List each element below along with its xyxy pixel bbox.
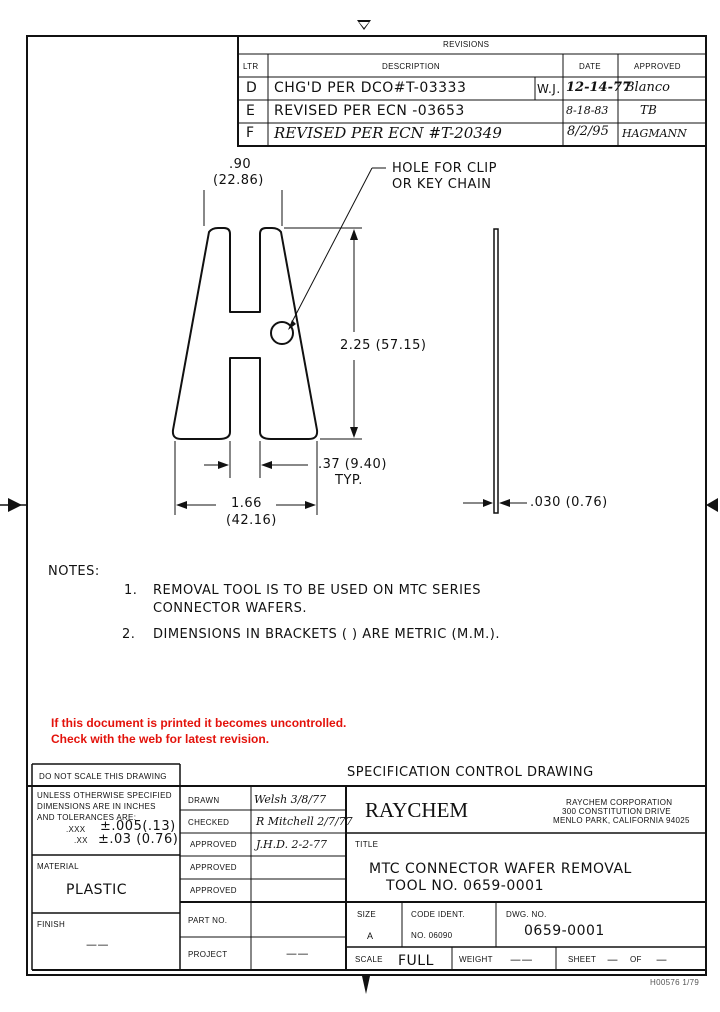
drawn-label: DRAWN [188, 796, 220, 805]
dim-slot-typ: TYP. [335, 473, 363, 488]
sheet-value: — [607, 953, 619, 966]
notes-title: NOTES: [48, 564, 100, 579]
rev-row-f-date: 8/2/95 [567, 124, 609, 139]
keychain-hole [271, 322, 293, 344]
uncontrolled-warning-line2: Check with the web for latest revision. [51, 732, 270, 746]
material-value: PLASTIC [66, 882, 127, 898]
note-1-line2: CONNECTOR WAFERS. [153, 601, 308, 616]
tolerance-line-1: UNLESS OTHERWISE SPECIFIED [37, 791, 172, 800]
rev-row-e-approved: TB [640, 103, 657, 117]
rev-row-d-date: 12-14-77 [566, 80, 632, 95]
note-1-line1: REMOVAL TOOL IS TO BE USED ON MTC SERIES [153, 583, 481, 598]
drawn-by: Welsh 3/8/77 [254, 793, 327, 806]
note-2-line1: DIMENSIONS IN BRACKETS ( ) ARE METRIC (M.M.). [153, 627, 500, 642]
approved3-label: APPROVED [190, 886, 237, 895]
finish-label: FINISH [37, 920, 66, 929]
dim-width-top: .90 [229, 157, 252, 172]
code-ident-value: NO. 06090 [411, 931, 453, 940]
rev-row-e-date: 8-18-83 [566, 104, 609, 117]
tool-side-view [494, 229, 498, 513]
dim-width-top-lines [204, 190, 282, 226]
part-no-label: PART NO. [188, 916, 228, 925]
callout-line1: HOLE FOR CLIP [392, 161, 497, 176]
rev-row-d-ltr: D [246, 80, 258, 96]
approved-by: J.H.D. 2-2-77 [256, 838, 327, 851]
tol-xxx-value: ±.005(.13) [100, 819, 176, 834]
removal-tool-outline [173, 228, 317, 439]
weight-label: WEIGHT [459, 955, 493, 964]
note-1-num: 1. [124, 583, 138, 598]
material-label: MATERIAL [37, 862, 79, 871]
sheet-label: SHEET [568, 955, 597, 964]
dim-width-top-mm: (22.86) [213, 173, 264, 188]
rev-col-description: DESCRIPTION [382, 62, 440, 71]
rev-row-d-approved: Blanco [625, 80, 670, 95]
approved2-label: APPROVED [190, 863, 237, 872]
tol-xxx-label: .XXX [66, 825, 86, 834]
project-label: PROJECT [188, 950, 228, 959]
dim-width-bottom: 1.66 [231, 496, 262, 511]
dwg-no-label: DWG. NO. [506, 910, 547, 919]
finish-value: —— [86, 938, 109, 951]
code-ident-label: CODE IDENT. [411, 910, 465, 919]
dim-height: 2.25 (57.15) [340, 338, 427, 353]
callout-leader [292, 168, 386, 322]
scale-label: SCALE [355, 955, 383, 964]
checked-label: CHECKED [188, 818, 230, 827]
tolerance-line-3: AND TOLERANCES ARE: [37, 813, 137, 822]
rev-row-f-approved: HAGMANN [622, 127, 687, 140]
tol-xx-label: .XX [74, 836, 88, 845]
rev-row-e-ltr: E [246, 103, 256, 119]
drawing-title-line2: TOOL NO. 0659-0001 [386, 878, 544, 894]
right-center-mark [706, 498, 718, 512]
drawing-title-line1: MTC CONNECTOR WAFER REMOVAL [369, 861, 632, 877]
rev-col-approved: APPROVED [634, 62, 681, 71]
tolerance-line-2: DIMENSIONS ARE IN INCHES [37, 802, 156, 811]
bottom-center-mark [362, 976, 370, 994]
spec-control-header: SPECIFICATION CONTROL DRAWING [347, 765, 594, 780]
size-value: A [367, 931, 374, 941]
uncontrolled-warning-line1: If this document is printed it becomes uncontrolled. [51, 716, 347, 730]
callout-line2: OR KEY CHAIN [392, 177, 492, 192]
checked-by: R Mitchell 2/7/77 [256, 815, 353, 828]
form-number: H00576 1/79 [650, 978, 700, 987]
company-address-1: RAYCHEM CORPORATION [566, 798, 673, 807]
dim-width-bottom-mm: (42.16) [226, 513, 277, 528]
rev-row-d-by: W.J. [537, 82, 561, 96]
rev-row-e-description: REVISED PER ECN -03653 [274, 103, 465, 119]
rev-row-f-ltr: F [246, 125, 255, 141]
dim-height-lines [284, 228, 362, 439]
of-value: — [656, 953, 668, 966]
weight-value: —— [510, 953, 533, 966]
title-label: TITLE [355, 840, 379, 849]
approved-label: APPROVED [190, 840, 237, 849]
rev-row-d-description: CHG'D PER DCO#T-03333 [274, 80, 467, 96]
dim-thickness: .030 (0.76) [530, 495, 608, 510]
scale-value: FULL [398, 953, 434, 969]
rev-col-date: DATE [579, 62, 601, 71]
rev-row-f-description: REVISED PER ECN #T-20349 [274, 124, 502, 142]
company-name: RAYCHEM [365, 798, 469, 822]
rev-col-ltr: LTR [243, 62, 259, 71]
revisions-header: REVISIONS [443, 40, 490, 49]
project-value: —— [286, 947, 309, 960]
dwg-no-value: 0659-0001 [524, 923, 605, 939]
do-not-scale: DO NOT SCALE THIS DRAWING [39, 772, 167, 781]
size-label: SIZE [357, 910, 376, 919]
dim-slot-lines [204, 441, 308, 478]
tol-xx-value: ±.03 (0.76) [98, 832, 179, 847]
company-address-2: 300 CONSTITUTION DRIVE [562, 807, 671, 816]
of-label: OF [630, 955, 642, 964]
note-2-num: 2. [122, 627, 136, 642]
company-address-3: MENLO PARK, CALIFORNIA 94025 [553, 816, 690, 825]
dim-slot: .37 (9.40) [318, 457, 387, 472]
